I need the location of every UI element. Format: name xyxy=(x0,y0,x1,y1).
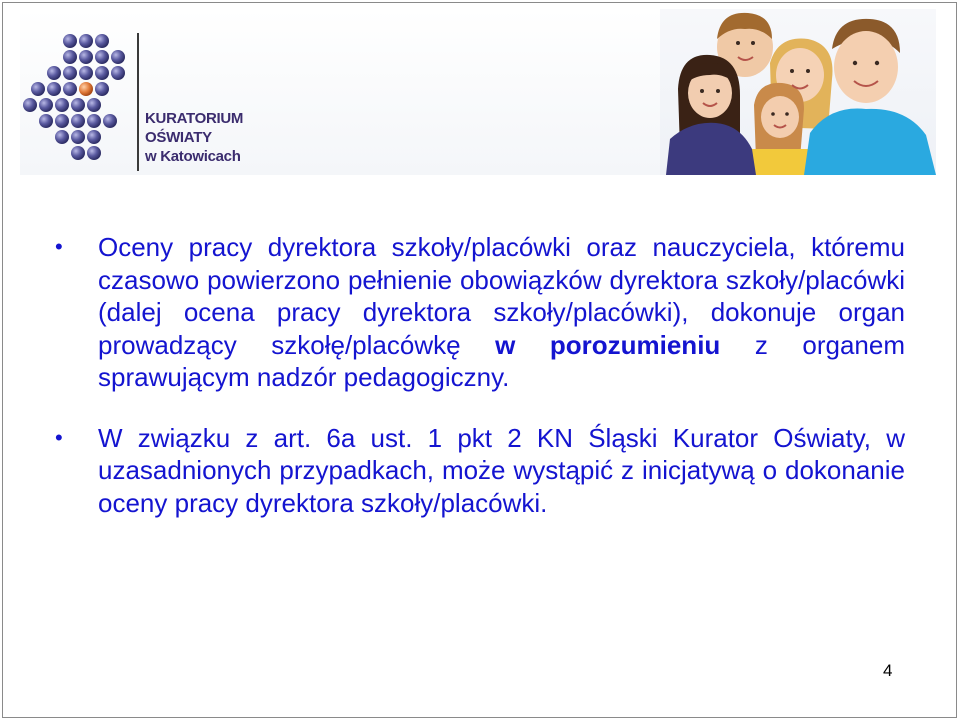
logo-dots-icon xyxy=(20,9,140,175)
children-photo xyxy=(660,9,936,175)
logo-text xyxy=(145,109,243,166)
header-banner xyxy=(20,9,936,175)
logo-line-2: OŚWIATY xyxy=(145,129,212,146)
logo-line-3: w Katowicach xyxy=(145,148,241,165)
emphasis-text: w porozumieniu xyxy=(495,329,721,360)
bullet-item xyxy=(55,231,905,394)
bullet-item xyxy=(55,422,905,520)
page-number: 4 xyxy=(883,661,893,680)
bullet-dot-icon: • xyxy=(55,424,63,450)
bullet-text: Oceny pracy dyrektora szkoły/placówki oraz nauczyciela, któremu czasowo powierzono pełnienie obowiązków dyrektora szkoły/placówki (dalej ocena pracy dyrektora szkoły/placówki), dokonuje organ prowadzący szkołę/placówkę w porozumieniu z organem sprawującym nadzór pedagogiczny. xyxy=(98,232,905,392)
bullet-dot-icon: • xyxy=(55,234,63,259)
slide xyxy=(2,2,957,718)
slide-content xyxy=(55,231,905,547)
logo-line-1: KURATORIUM xyxy=(145,110,244,127)
bullet-text: W związku z art. 6a ust. 1 pkt 2 KN Śląski Kurator Oświaty, w uzasadnionych przypadkach, może wystąpić z inicjatywą o dokonanie oceny pracy dyrektora szkoły/placówki. xyxy=(98,422,905,518)
logo-divider xyxy=(137,33,139,171)
